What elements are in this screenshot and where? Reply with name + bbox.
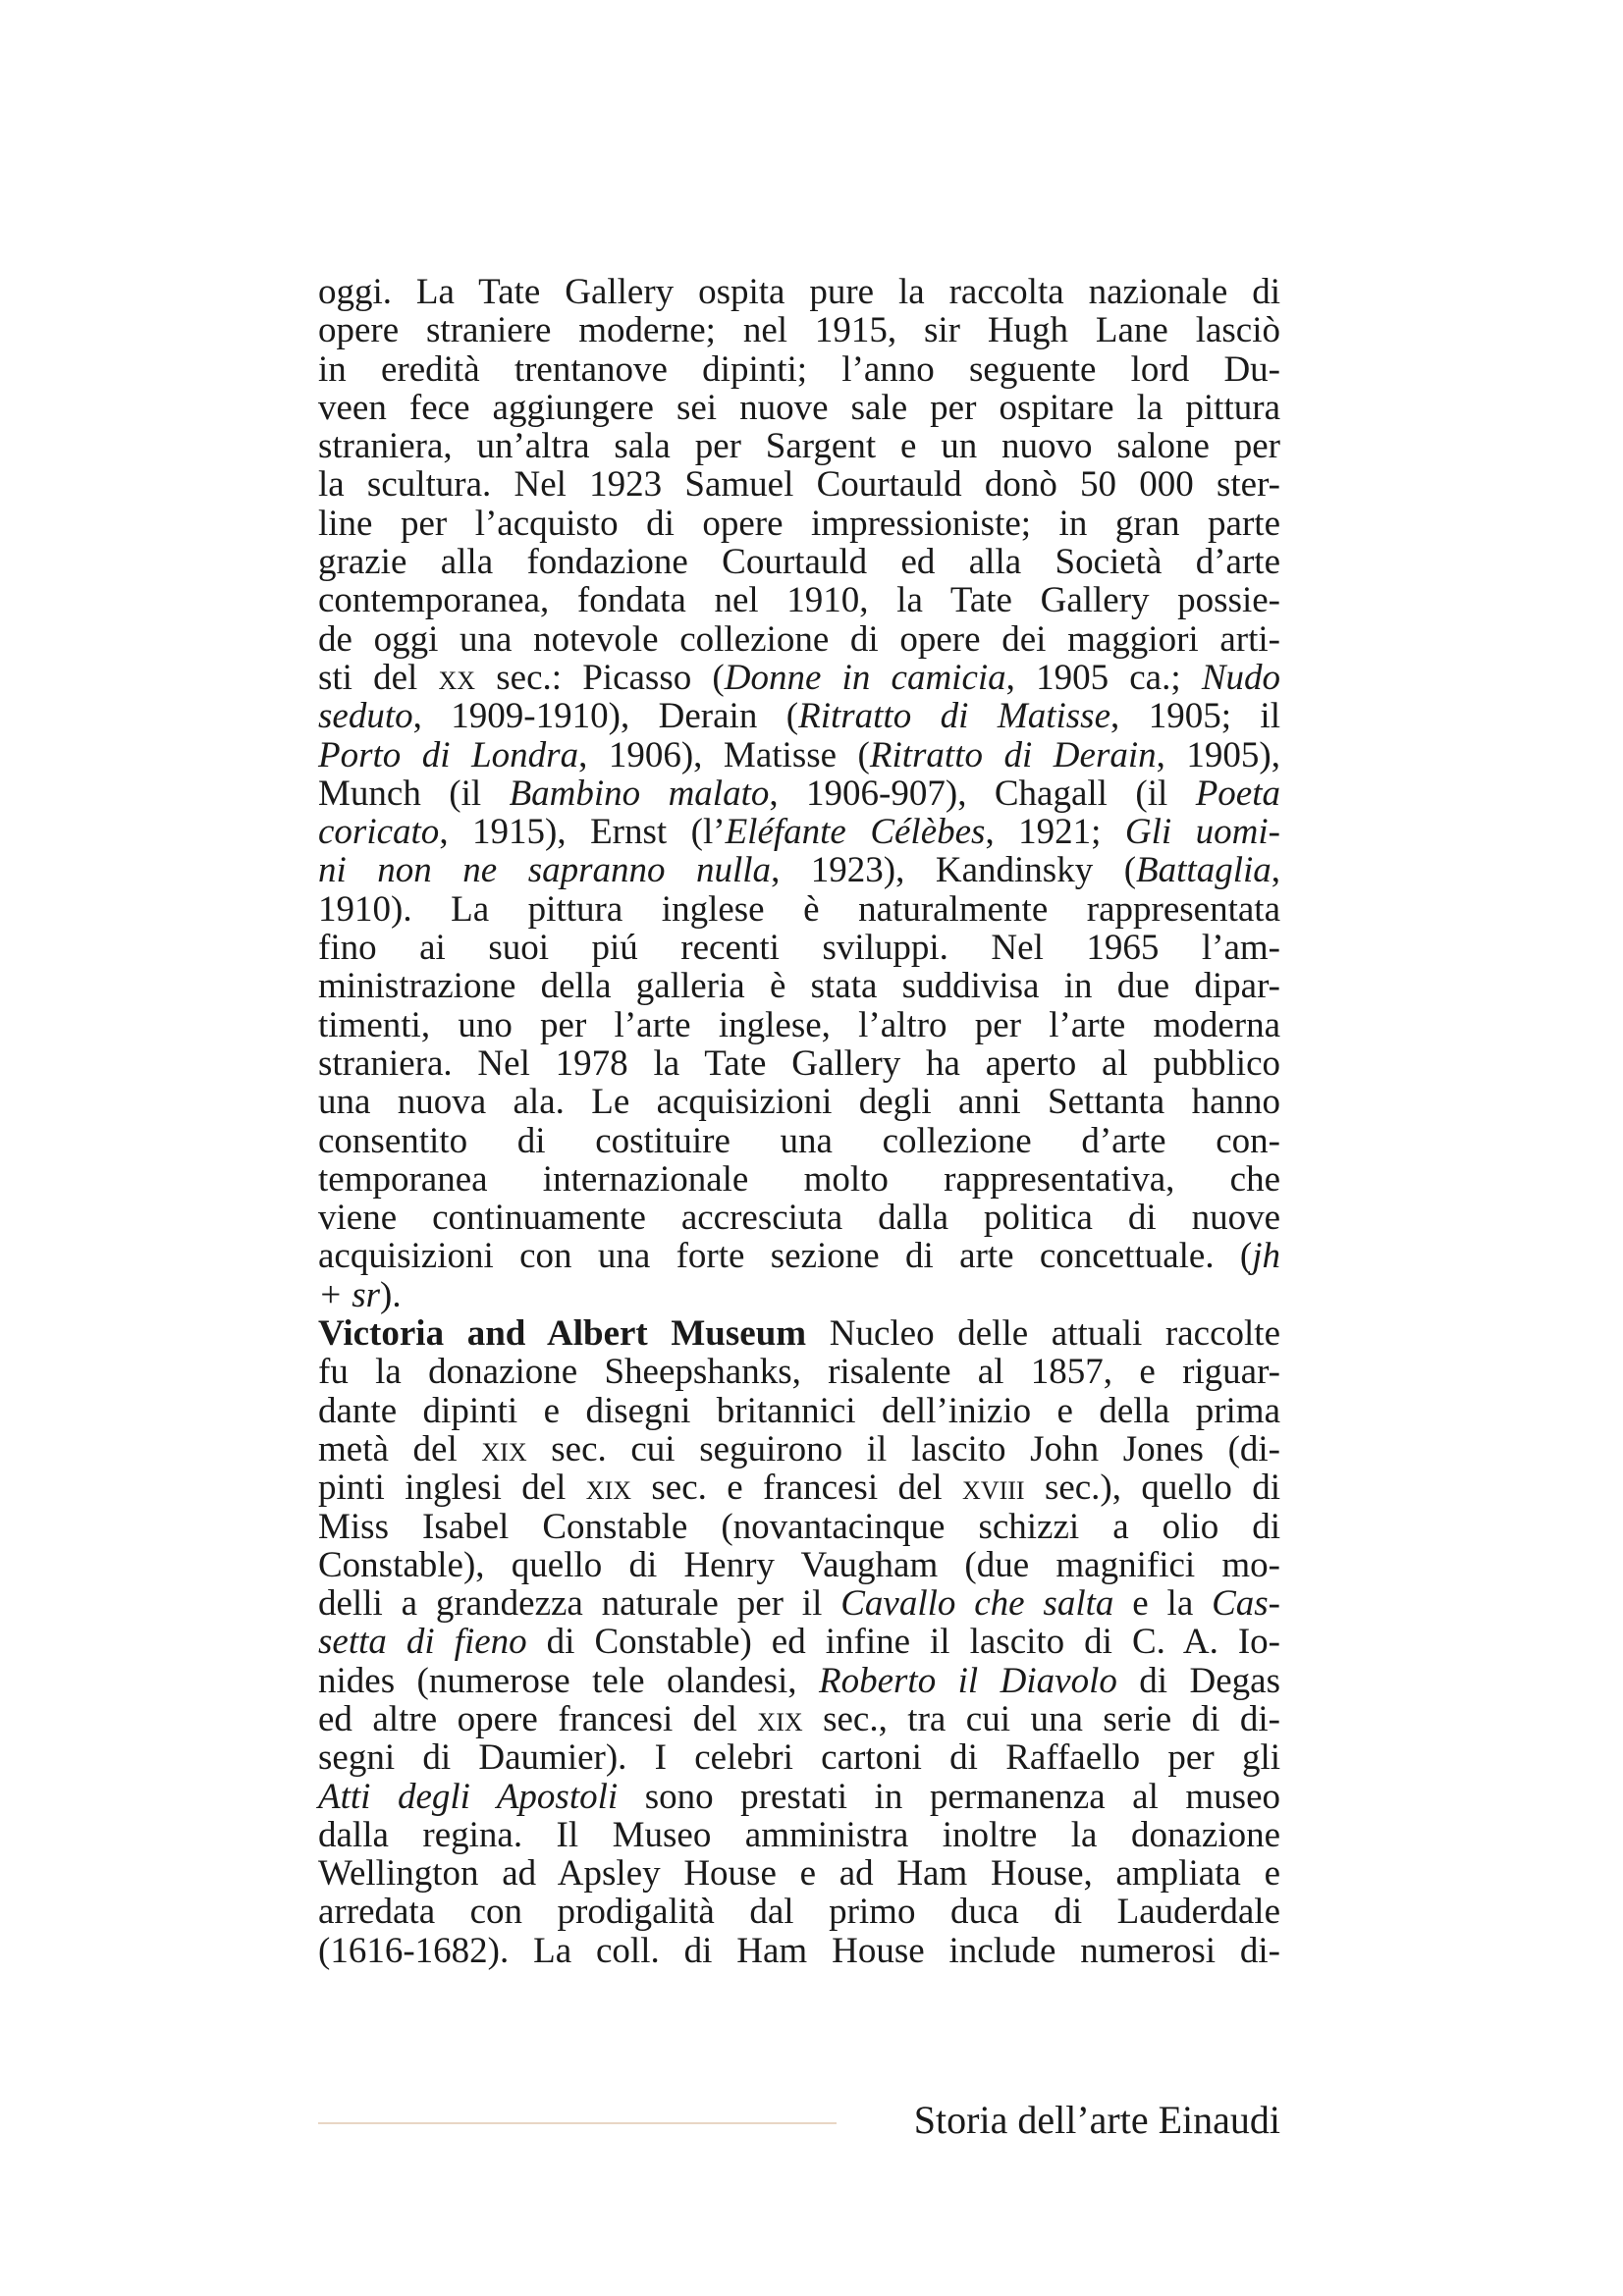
text-segment: arredata con prodigalità dal primo duca di Lauderdale — [318, 1892, 1280, 1933]
footer-rule — [318, 2122, 837, 2124]
text-line — [318, 1314, 1280, 1353]
text-line — [318, 967, 1280, 1005]
text-line — [318, 350, 1280, 389]
italic-title: setta di fieno — [318, 1622, 527, 1663]
text-line — [318, 1738, 1280, 1777]
text-segment: Miss Isabel Constable (novantacinque schizzi a olio di — [318, 1506, 1280, 1547]
italic-title: Donne in camicia — [724, 657, 1006, 698]
text-line — [318, 929, 1280, 967]
text-line — [318, 1623, 1280, 1661]
italic-title: jh — [1252, 1236, 1280, 1277]
italic-title: Ritratto di Derain — [869, 734, 1157, 775]
text-segment: ed altre opere francesi del — [318, 1698, 758, 1739]
text-line — [318, 1353, 1280, 1391]
text-segment: Constable), quello di Henry Vaugham (due magnifici mo- — [318, 1544, 1280, 1585]
text-segment: sec.: Picasso ( — [475, 657, 725, 698]
text-segment: nides (numerose tele olandesi, — [318, 1660, 819, 1701]
italic-title: seduto — [318, 696, 413, 737]
text-line — [318, 1160, 1280, 1199]
text-line — [318, 311, 1280, 349]
text-line — [318, 620, 1280, 659]
text-segment: in eredità trentanove dipinti; l’anno seguente lord Du- — [318, 348, 1280, 390]
text-line — [318, 1392, 1280, 1430]
text-segment: xix — [757, 1698, 803, 1739]
text-segment: la scultura. Nel 1923 Samuel Courtauld donò 50 000 ster- — [318, 464, 1280, 506]
text-line — [318, 389, 1280, 427]
text-segment: , 1905), — [1156, 734, 1280, 775]
text-segment: fu la donazione Sheepshanks, risalente al 1857, e riguar- — [318, 1352, 1280, 1393]
text-segment: de oggi una notevole collezione di opere dei maggiori arti- — [318, 618, 1280, 660]
text-segment: delli a grandezza naturale per il — [318, 1583, 841, 1625]
text-line — [318, 1932, 1280, 1970]
italic-title: ni non ne sapranno nulla — [318, 850, 772, 891]
text-line — [318, 774, 1280, 813]
text-segment: sec. e francesi del — [631, 1468, 963, 1509]
text-segment: contemporanea, fondata nel 1910, la Tate Gallery possie- — [318, 580, 1280, 621]
text-line — [318, 1816, 1280, 1854]
text-segment: , 1909-1910), Derain ( — [412, 696, 799, 737]
text-line — [318, 1276, 1280, 1314]
entry-heading: Victoria and Albert Museum — [318, 1313, 807, 1355]
text-segment: , 1905; il — [1110, 696, 1280, 737]
text-line — [318, 1854, 1280, 1893]
text-line — [318, 1546, 1280, 1584]
text-segment: oggi. La Tate Gallery ospita pure la raccolta nazionale di — [318, 272, 1280, 312]
text-segment: straniera, un’altra sala per Sargent e un nuovo salone per — [318, 426, 1280, 467]
italic-title: Roberto il Diavolo — [819, 1660, 1117, 1701]
text-line — [318, 1662, 1280, 1700]
italic-title: Porto di Londra — [318, 734, 579, 775]
text-segment: , — [1271, 850, 1281, 891]
italic-title: Bambino malato — [509, 773, 770, 814]
italic-title: + sr — [318, 1274, 381, 1315]
text-segment: di Constable) ed infine il lascito di C. A. Io- — [526, 1622, 1280, 1663]
text-segment: , 1906), Matisse ( — [578, 734, 870, 775]
text-segment: e la — [1113, 1583, 1213, 1625]
italic-title: Poeta — [1195, 773, 1280, 814]
italic-title: Gli uomi- — [1124, 812, 1280, 853]
text-segment: Nucleo delle attuali raccolte — [806, 1313, 1280, 1355]
text-segment: timenti, uno per l’arte inglese, l’altro per l’arte moderna — [318, 1004, 1280, 1045]
text-line — [318, 890, 1280, 929]
text-segment: line per l’acquisto di opere impressioniste; in gran parte — [318, 503, 1280, 544]
text-line — [318, 273, 1280, 311]
text-segment: , 1915), Ernst (l’ — [439, 812, 726, 853]
text-line — [318, 1430, 1280, 1468]
page-footer — [318, 2091, 1280, 2150]
text-segment: una nuova ala. Le acquisizioni degli anni Settanta hanno — [318, 1082, 1280, 1123]
text-segment: consentito di costituire una collezione d’arte con- — [318, 1120, 1280, 1161]
text-segment: Munch (il — [318, 773, 510, 814]
text-line — [318, 1893, 1280, 1931]
text-line — [318, 1468, 1280, 1507]
text-segment: straniera. Nel 1978 la Tate Gallery ha aperto al pubblico — [318, 1042, 1280, 1084]
text-segment: grazie alla fondazione Courtauld ed alla Società d’arte — [318, 542, 1280, 583]
text-segment: xix — [481, 1428, 527, 1469]
text-line — [318, 427, 1280, 465]
text-line — [318, 697, 1280, 735]
text-segment: opere straniere moderne; nel 1915, sir Hugh Lane lasciò — [318, 310, 1280, 351]
text-segment: sec.), quello di — [1024, 1468, 1280, 1509]
text-segment: pinti inglesi del — [318, 1468, 586, 1509]
text-segment: metà del — [318, 1428, 482, 1469]
italic-title: Atti degli Apostoli — [318, 1776, 619, 1817]
text-segment: sono prestati in permanenza al museo — [618, 1776, 1280, 1817]
text-line — [318, 1083, 1280, 1121]
text-line — [318, 505, 1280, 543]
text-line — [318, 1584, 1280, 1623]
italic-title: Ritratto di Matisse — [798, 696, 1110, 737]
text-line — [318, 1778, 1280, 1816]
text-segment: segni di Daumier). I celebri cartoni di Raffaello per gli — [318, 1737, 1280, 1779]
text-line — [318, 1006, 1280, 1044]
text-segment: xix — [585, 1468, 632, 1509]
text-segment: ministrazione della galleria è stata suddivisa in due dipar- — [318, 966, 1280, 1007]
italic-title: Cavallo che salta — [840, 1583, 1114, 1625]
text-segment: 1910). La pittura inglese è naturalmente rappresentata — [318, 888, 1280, 930]
italic-title: Nudo — [1201, 657, 1280, 698]
text-segment: di Degas — [1116, 1660, 1280, 1701]
text-segment: xx — [438, 657, 476, 698]
text-line — [318, 1199, 1280, 1237]
text-segment: , 1906-907), Chagall (il — [769, 773, 1196, 814]
text-line — [318, 851, 1280, 889]
text-line — [318, 736, 1280, 774]
text-segment: , 1905 ca.; — [1005, 657, 1202, 698]
text-segment: acquisizioni con una forte sezione di arte concettuale. ( — [318, 1236, 1253, 1277]
text-line — [318, 813, 1280, 851]
text-line — [318, 1122, 1280, 1160]
text-segment: sec. cui seguirono il lascito John Jones (di- — [526, 1428, 1280, 1469]
text-line — [318, 465, 1280, 504]
italic-title: Battaglia — [1136, 850, 1271, 891]
italic-title: coricato — [318, 812, 440, 853]
text-line — [318, 581, 1280, 619]
text-line — [318, 659, 1280, 697]
text-segment: sec., tra cui una serie di di- — [802, 1698, 1280, 1739]
text-line — [318, 1700, 1280, 1738]
text-segment: ). — [380, 1274, 402, 1315]
text-line — [318, 1508, 1280, 1546]
text-segment: xviii — [962, 1468, 1025, 1509]
text-segment: fino ai suoi piú recenti sviluppi. Nel 1965 l’am- — [318, 928, 1280, 969]
italic-title: Cas- — [1212, 1583, 1281, 1625]
text-segment: dante dipinti e disegni britannici dell’inizio e della prima — [318, 1390, 1280, 1431]
text-segment: , 1923), Kandinsky ( — [771, 850, 1137, 891]
body-text — [318, 273, 1280, 1970]
text-segment: Wellington ad Apsley House e ad Ham House, ampliata e — [318, 1853, 1280, 1895]
text-line — [318, 1237, 1280, 1275]
text-segment: viene continuamente accresciuta dalla politica di nuove — [318, 1198, 1280, 1239]
text-segment: sti del — [318, 657, 439, 698]
text-segment: , 1921; — [985, 812, 1125, 853]
text-segment: veen fece aggiungere sei nuove sale per ospitare la pittura — [318, 387, 1280, 428]
text-segment: dalla regina. Il Museo amministra inoltre la donazione — [318, 1814, 1280, 1855]
text-segment: (1616-1682). La coll. di Ham House include numerosi di- — [318, 1930, 1280, 1971]
text-segment: temporanea internazionale molto rappresentativa, che — [318, 1158, 1280, 1200]
footer-title: Storia dell’arte Einaudi — [913, 2098, 1280, 2142]
italic-title: Eléfante Célèbes — [725, 812, 986, 853]
text-line — [318, 543, 1280, 581]
text-line — [318, 1044, 1280, 1083]
